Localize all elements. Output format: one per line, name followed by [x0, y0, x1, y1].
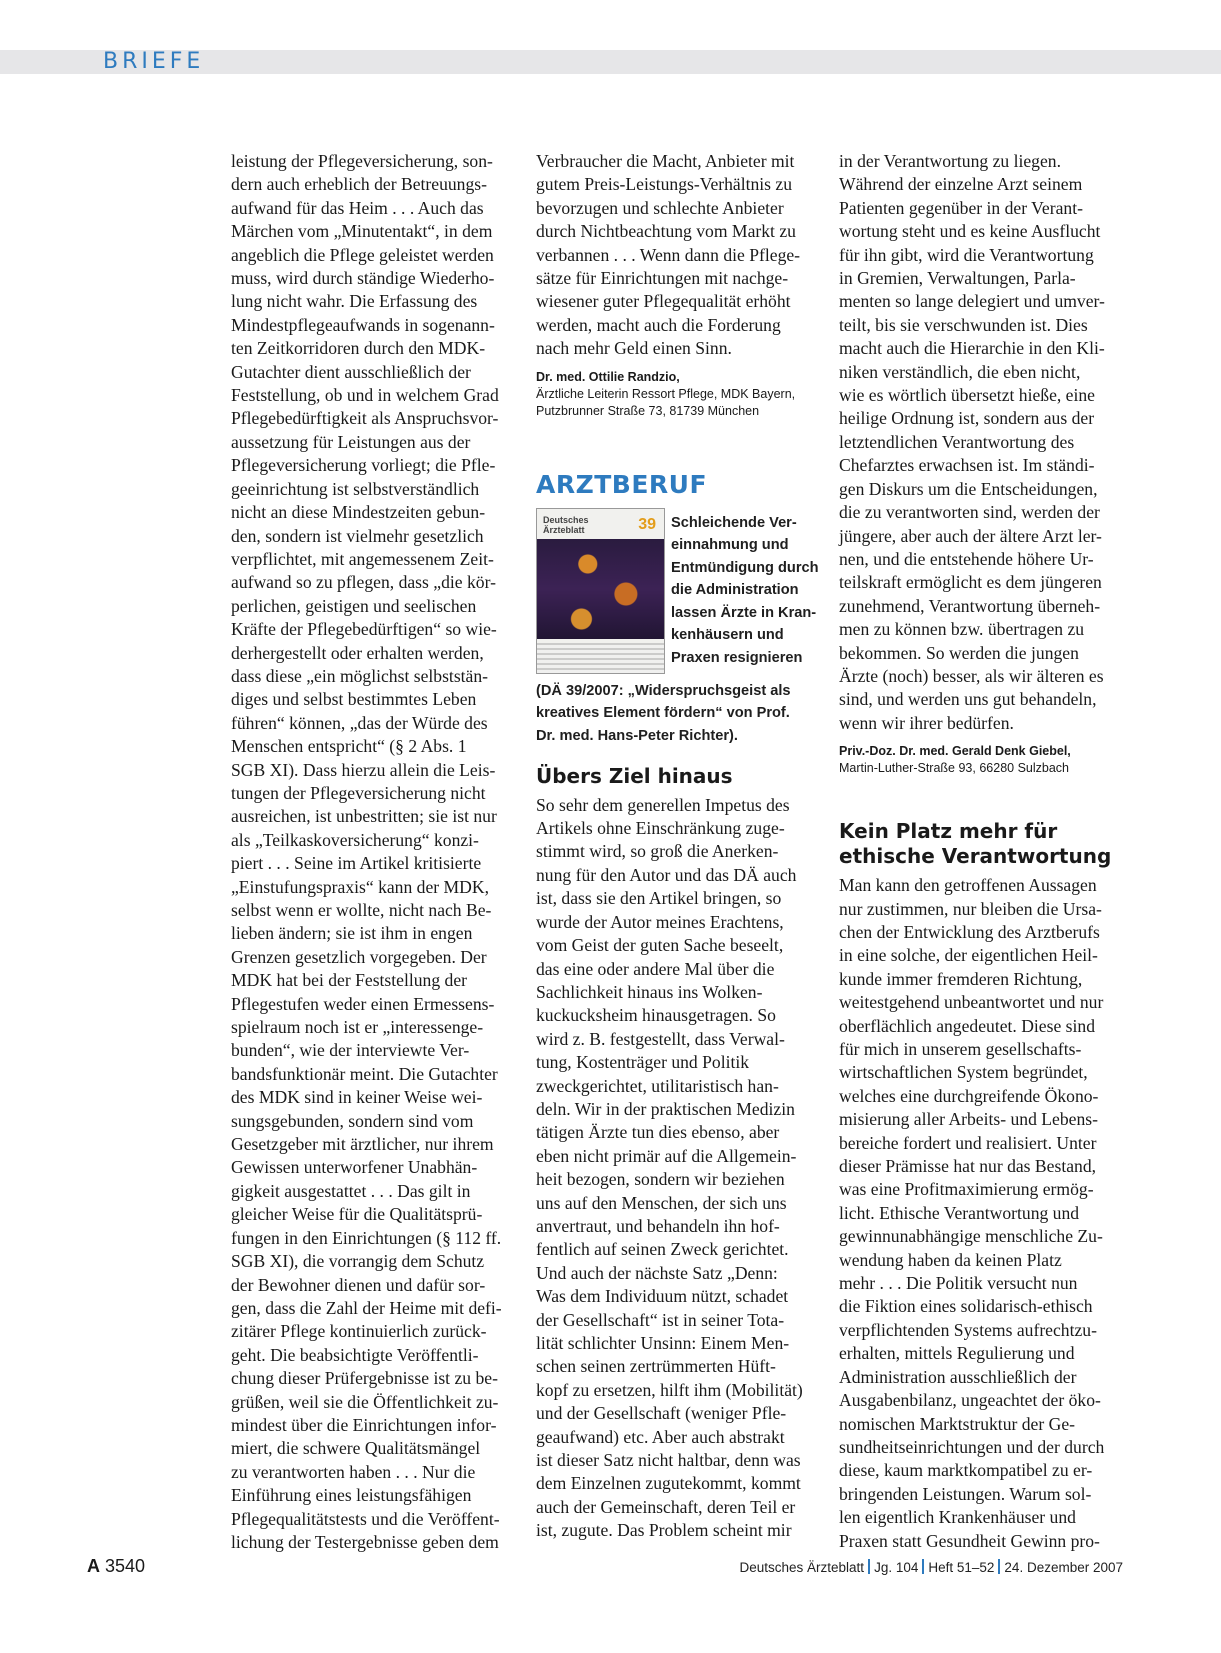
text-line: licht. Ethische Verantwortung und: [839, 1202, 1080, 1223]
text-line: in Gremien, Verwaltungen, Parla-: [839, 268, 1076, 289]
text-line: werden, macht auch die Forderung: [536, 314, 781, 335]
text-line: tungen der Pflegeversicherung nicht: [231, 782, 486, 803]
text-line: bringenden Leistungen. Warum sol-: [839, 1483, 1092, 1504]
text-line: fentlich auf seinen Zweck gerichtet.: [536, 1239, 789, 1260]
text-line: gen Diskurs um die Entscheidungen,: [839, 478, 1098, 499]
signature-line: Martin-Luther-Straße 93, 66280 Sulzbach: [839, 761, 1069, 776]
text-line: mindest über die Einrichtungen infor-: [231, 1414, 497, 1435]
text-line: tung, Kostenträger und Politik: [536, 1052, 750, 1073]
text-line: Ärzte (noch) besser, als wir älteren es: [839, 665, 1104, 686]
text-line: Menschen entspricht“ (§ 2 Abs. 1: [231, 736, 467, 757]
column-2: [536, 150, 818, 1543]
signature: [536, 369, 818, 420]
teaser-line: einnahmung und: [671, 537, 789, 554]
letter-body: [839, 150, 1124, 735]
text-line: verpflichtet, mit angemessenem Zeit-: [231, 548, 494, 569]
text-line: sungsgebunden, sondern sind vom: [231, 1110, 474, 1131]
text-line: ist, dass sie den Artikel bringen, so: [536, 888, 782, 909]
text-line: vom Geist der guten Sache beseelt,: [536, 935, 784, 956]
journal-volume: Jg. 104: [874, 1560, 919, 1575]
text-line: als „Teilkaskoversicherung“ konzi-: [231, 829, 479, 850]
text-line: gen, dass die Zahl der Heime mit defi-: [231, 1297, 502, 1318]
cover-artwork: [537, 539, 664, 639]
text-line: len eigentlich Krankenhäuser und: [839, 1507, 1076, 1528]
text-line: sind, und werden uns gut behandeln,: [839, 689, 1097, 710]
text-line: teilskraft ermöglicht es dem jüngeren: [839, 572, 1102, 593]
text-line: des MDK sind in keiner Weise wei-: [231, 1087, 483, 1108]
text-line: bevorzugen und schlechte Anbieter: [536, 197, 784, 218]
text-line: angeblich die Pflege geleistet werden: [231, 244, 494, 265]
text-line: Praxen statt Gesundheit Gewinn pro-: [839, 1530, 1100, 1551]
text-line: Und auch der nächste Satz „Denn:: [536, 1262, 778, 1283]
text-line: zu verantworten haben . . . Nur die: [231, 1461, 476, 1482]
text-line: geaufwand) etc. Aber auch abstrakt: [536, 1426, 785, 1447]
text-line: bunden“, wie der interviewte Ver-: [231, 1040, 470, 1061]
text-line: gewinnunabhängige menschliche Zu-: [839, 1226, 1103, 1247]
text-line: was eine Profitmaximierung ermög-: [839, 1179, 1094, 1200]
text-line: geht. Die beabsichtigte Veröffentli-: [231, 1344, 479, 1365]
teaser-line: kreatives Element fördern“ von Prof.: [536, 705, 790, 722]
headline-line: Kein Platz mehr für: [839, 819, 1058, 844]
text-line: Während der einzelne Arzt seinem: [839, 174, 1083, 195]
text-line: gleicher Weise für die Qualitätsprü-: [231, 1204, 483, 1225]
text-line: gutem Preis-Leistungs-Verhältnis zu: [536, 174, 793, 195]
text-line: lichung der Testergebnisse geben dem: [231, 1531, 499, 1552]
text-line: lung nicht wahr. Die Erfassung des: [231, 291, 478, 312]
teaser-line: kenhäusern und: [671, 627, 784, 644]
text-line: Gewissen unterworfener Unabhän-: [231, 1157, 478, 1178]
journal-date: 24. Dezember 2007: [1004, 1560, 1123, 1575]
text-line: nach mehr Geld einen Sinn.: [536, 338, 732, 359]
text-line: Feststellung, ob und in welchem Grad: [231, 385, 499, 406]
journal-name: Deutsches Ärzteblatt: [739, 1560, 865, 1575]
text-line: wendung haben da keinen Platz: [839, 1249, 1062, 1270]
text-line: aussetzung für Leistungen aus der: [231, 431, 471, 452]
letter-headline: Übers Ziel hinaus: [536, 763, 733, 788]
text-line: Ausgabenbilanz, ungeachtet der öko-: [839, 1390, 1101, 1411]
text-line: letztendlichen Verantwortung des: [839, 431, 1075, 452]
text-line: geeinrichtung ist selbstverständlich: [231, 478, 480, 499]
text-line: chen der Entwicklung des Arztberufs: [839, 921, 1100, 942]
text-line: schen seinen zertrümmerten Hüft-: [536, 1356, 776, 1377]
text-line: perlichen, geistigen und seelischen: [231, 595, 477, 616]
text-line: heilige Ordnung ist, sondern aus der: [839, 408, 1095, 429]
text-line: Einführung eines leistungsfähigen: [231, 1485, 472, 1506]
page-number-value: 3540: [105, 1556, 146, 1576]
text-line: für mich in unserem gesellschafts-: [839, 1039, 1082, 1059]
cover-issue: 39: [638, 515, 656, 533]
text-line: macht auch die Hierarchie in den Kli-: [839, 338, 1105, 359]
text-line: diese, kaum marktkompatibel zu er-: [839, 1460, 1093, 1481]
text-line: bekommen. So werden die jungen: [839, 642, 1079, 663]
text-line: men zu können bzw. übertragen zu: [839, 619, 1085, 640]
text-line: Chefarztes erwachsen ist. Im ständi-: [839, 455, 1095, 476]
text-line: piert . . . Seine im Artikel kritisierte: [231, 853, 482, 874]
text-line: lität schlichter Unsinn: Einem Men-: [536, 1333, 790, 1353]
text-line: kuckucksheim hinausgetragen. So: [536, 1005, 776, 1026]
text-line: ist, zugute. Das Problem scheint mir: [536, 1520, 792, 1541]
text-line: muss, wird durch ständige Wiederho-: [231, 268, 495, 289]
text-line: So sehr dem generellen Impetus des: [536, 794, 790, 815]
teaser-line: (DÄ 39/2007: „Widerspruchsgeist als: [536, 682, 791, 699]
page-prefix: A: [87, 1556, 100, 1576]
teaser-line: Dr. med. Hans-Peter Richter).: [536, 727, 738, 744]
signature-name: Priv.-Doz. Dr. med. Gerald Denk Giebel,: [839, 744, 1071, 759]
text-line: Pflegebedürftigkeit als Anspruchsvor-: [231, 408, 499, 429]
text-line: Kräfte der Pflegebedürftigen“ so wie-: [231, 619, 497, 640]
text-line: stimmt wird, so groß die Anerken-: [536, 841, 779, 862]
text-line: dass diese „ein möglichst selbststän-: [231, 665, 489, 686]
journal-issue: Heft 51–52: [928, 1560, 995, 1575]
text-line: ist dieser Satz nicht haltbar, denn was: [536, 1450, 801, 1471]
text-line: miert, die schwere Qualitätsmängel: [231, 1438, 481, 1459]
signature-name: Dr. med. Ottilie Randzio,: [536, 369, 680, 384]
text-line: das eine oder andere Mal über die: [536, 958, 775, 979]
text-line: den, sondern ist vielmehr gesetzlich: [231, 525, 484, 546]
text-line: Was dem Individuum nützt, schadet: [536, 1286, 789, 1307]
text-line: der Bewohner dienen und dafür sor-: [231, 1274, 486, 1295]
text-line: kunde immer fremderen Richtung,: [839, 968, 1083, 989]
text-line: dem Einzelnen zugutekommt, kommt: [536, 1473, 801, 1494]
text-line: verpflichtenden Systems aufrechtzu-: [839, 1319, 1097, 1340]
text-line: Verbraucher die Macht, Anbieter mit: [536, 151, 795, 171]
text-line: Administration ausschließlich der: [839, 1366, 1077, 1387]
text-line: bereiche fordert und realisiert. Unter: [839, 1132, 1097, 1153]
text-line: leistung der Pflegeversicherung, son-: [231, 151, 493, 171]
text-line: misierung aller Arbeits- und Lebens-: [839, 1109, 1098, 1130]
text-line: zitärer Pflege kontinuierlich zurück-: [231, 1321, 487, 1342]
text-line: anvertraut, und behandeln ihn hof-: [536, 1215, 780, 1236]
letter-body: [839, 874, 1124, 1553]
separator: [922, 1559, 924, 1574]
text-line: für ihn gibt, wird die Verantwortung: [839, 244, 1094, 265]
text-line: „Einstufungspraxis“ kann der MDK,: [231, 876, 489, 897]
text-line: die zu verantworten sind, werden der: [839, 502, 1100, 523]
text-line: in der Verantwortung zu liegen.: [839, 151, 1061, 171]
text-line: MDK hat bei der Feststellung der: [231, 970, 468, 991]
teaser-line: Praxen resignieren: [671, 649, 803, 666]
column-1: [231, 150, 521, 1554]
page-footer: [0, 1556, 1221, 1580]
text-line: heit bezogen, sondern wir beziehen: [536, 1169, 785, 1190]
text-line: kopf zu ersetzen, hilft ihm (Mobilität): [536, 1379, 803, 1400]
text-line: diges und selbst bestimmtes Leben: [231, 689, 477, 710]
text-line: wurde der Autor meines Erachtens,: [536, 911, 784, 932]
text-line: Pflegequalitätstests und die Veröffent-: [231, 1508, 500, 1529]
text-line: tätigen Ärzte tun dies ebenso, aber: [536, 1122, 780, 1143]
text-line: lieben ändern; sie ist ihm in engen: [231, 923, 473, 944]
text-line: Mindestpflegeaufwands in sogenann-: [231, 314, 495, 335]
text-line: dieser Prämisse hat nur das Bestand,: [839, 1156, 1097, 1177]
teaser-line: die Administration: [671, 582, 799, 599]
text-line: ausreichen, ist unbestritten; sie ist nur: [231, 806, 497, 827]
text-line: wortung steht und es keine Ausflucht: [839, 221, 1101, 242]
magazine-cover-image: [536, 508, 665, 674]
text-line: auch der Gemeinschaft, deren Teil er: [536, 1496, 796, 1517]
text-line: oberflächlich angedeutet. Diese sind: [839, 1015, 1095, 1036]
text-line: Gutachter dient ausschließlich der: [231, 361, 471, 382]
cover-text-strip: [537, 643, 664, 673]
text-line: nicht an diese Mindestzeiten gebun-: [231, 502, 486, 523]
teaser-text: [671, 512, 821, 670]
teaser-line: Entmündigung durch: [671, 559, 819, 576]
text-line: sätze für Einrichtungen mit nachge-: [536, 268, 789, 289]
text-line: teilt, bis sie verschwunden ist. Dies: [839, 314, 1088, 335]
page-number: [87, 1556, 145, 1577]
text-line: menten so lange delegiert und umver-: [839, 291, 1105, 312]
signature: [839, 743, 1124, 777]
separator: [998, 1559, 1000, 1574]
text-line: eben nicht primär auf die Allgemein-: [536, 1145, 797, 1166]
text-line: die Fiktion eines solidarisch-ethisch: [839, 1296, 1093, 1317]
letter-body: [536, 150, 818, 361]
cover-teaser: [536, 508, 818, 752]
text-line: sundheitseinrichtungen und der durch: [839, 1436, 1105, 1457]
text-line: chung dieser Prüfergebnisse ist zu be-: [231, 1368, 498, 1389]
text-line: führen“ können, „das der Würde des: [231, 712, 488, 733]
text-line: SGB XI). Dass hierzu allein die Leis-: [231, 759, 496, 780]
text-line: deln. Wir in der praktischen Medizin: [536, 1098, 795, 1119]
headline-line: ethische Verantwortung: [839, 844, 1112, 869]
text-line: Man kann den getroffenen Aussagen: [839, 875, 1097, 896]
text-line: wie es wörtlich übersetzt hieße, eine: [839, 385, 1095, 406]
text-line: wird z. B. festgestellt, dass Verwal-: [536, 1028, 785, 1049]
letter-body: [231, 150, 521, 1554]
text-line: welches eine durchgreifende Ökono-: [839, 1085, 1099, 1106]
text-line: niken verständlich, die eben nicht,: [839, 361, 1081, 382]
text-line: aufwand für das Heim . . . Auch das: [231, 197, 484, 218]
text-line: Patienten gegenüber in der Verant-: [839, 197, 1083, 218]
rubric-title: ARZTBERUF: [536, 469, 708, 499]
text-line: grüßen, weil sie die Öffentlichkeit zu-: [231, 1391, 499, 1412]
text-line: nomischen Marktstruktur der Ge-: [839, 1413, 1075, 1434]
text-line: ten Zeitkorridoren durch den MDK-: [231, 338, 486, 359]
text-line: aufwand so zu pflegen, dass „die kör-: [231, 572, 496, 593]
text-line: nur zustimmen, nur bleiben die Ursa-: [839, 898, 1102, 919]
text-line: Pflegestufen weder einen Ermessens-: [231, 993, 495, 1014]
text-line: wiesener guter Pflegequalität erhöht: [536, 291, 791, 312]
teaser-line: lassen Ärzte in Kran-: [671, 604, 817, 621]
text-line: weitestgehend unbeantwortet und nur: [839, 992, 1104, 1013]
text-line: bandsfunktionär meint. Die Gutachter: [231, 1063, 498, 1084]
signature-line: Putzbrunner Straße 73, 81739 München: [536, 403, 760, 418]
text-line: derhergestellt oder erhalten werden,: [231, 642, 484, 663]
text-line: Pflegeversicherung vorliegt; die Pfle-: [231, 455, 496, 476]
teaser-reference: [536, 680, 821, 748]
text-line: und der Gesellschaft (weniger Pfle-: [536, 1403, 787, 1424]
text-line: dern auch erheblich der Betreuungs-: [231, 174, 487, 195]
text-line: durch Nichtbeachtung vom Markt zu: [536, 221, 796, 242]
text-line: jüngere, aber auch der ältere Arzt ler-: [839, 525, 1102, 546]
text-line: der Gesellschaft“ ist in seiner Tota-: [536, 1309, 785, 1330]
text-line: zweckgerichtet, utilitaristisch han-: [536, 1075, 779, 1096]
section-label: BRIEFE: [103, 49, 205, 74]
text-line: Artikels ohne Einschränkung zuge-: [536, 818, 785, 839]
text-line: uns auf den Menschen, der sich uns: [536, 1192, 787, 1213]
text-line: Märchen vom „Minutentakt“, in dem: [231, 221, 493, 242]
text-line: Grenzen gesetzlich vorgegeben. Der: [231, 946, 487, 967]
text-line: nen, und die entstehende höhere Ur-: [839, 548, 1094, 569]
text-line: nung für den Autor und das DÄ auch: [536, 864, 797, 885]
text-line: spielraum noch ist er „interessenge-: [231, 1017, 484, 1038]
text-line: Gesetzgeber mit ärztlicher, nur ihrem: [231, 1134, 494, 1155]
text-line: Sachlichkeit hinaus ins Wolken-: [536, 981, 763, 1002]
letter-body: [536, 794, 818, 1543]
text-line: fungen in den Einrichtungen (§ 112 ff.: [231, 1227, 502, 1248]
text-line: SGB XI), die vorrangig dem Schutz: [231, 1251, 485, 1272]
letter-headline: [839, 819, 1124, 869]
text-line: zunehmend, Verantwortung überneh-: [839, 595, 1101, 616]
text-line: wenn wir ihrer bedürfen.: [839, 712, 1014, 733]
text-line: mehr . . . Die Politik versucht nun: [839, 1273, 1078, 1294]
signature-line: Ärztliche Leiterin Ressort Pflege, MDK Bayern,: [536, 386, 796, 401]
text-line: gigkeit ausgestattet . . . Das gilt in: [231, 1180, 471, 1201]
text-line: selbst wenn er wollte, nicht nach Be-: [231, 900, 492, 920]
text-line: in eine solche, der eigentlichen Heil-: [839, 945, 1098, 966]
text-line: erhalten, mittels Regulierung und: [839, 1343, 1075, 1364]
cover-masthead: Deutsches Ärzteblatt: [543, 514, 589, 535]
journal-info: [740, 1559, 1124, 1575]
text-line: wirtschaftlichen System begründet,: [839, 1062, 1088, 1083]
teaser-line: Schleichende Ver-: [671, 514, 797, 531]
text-line: verbannen . . . Wenn dann die Pflege-: [536, 244, 801, 265]
column-3: [839, 150, 1124, 1553]
separator: [868, 1559, 870, 1574]
